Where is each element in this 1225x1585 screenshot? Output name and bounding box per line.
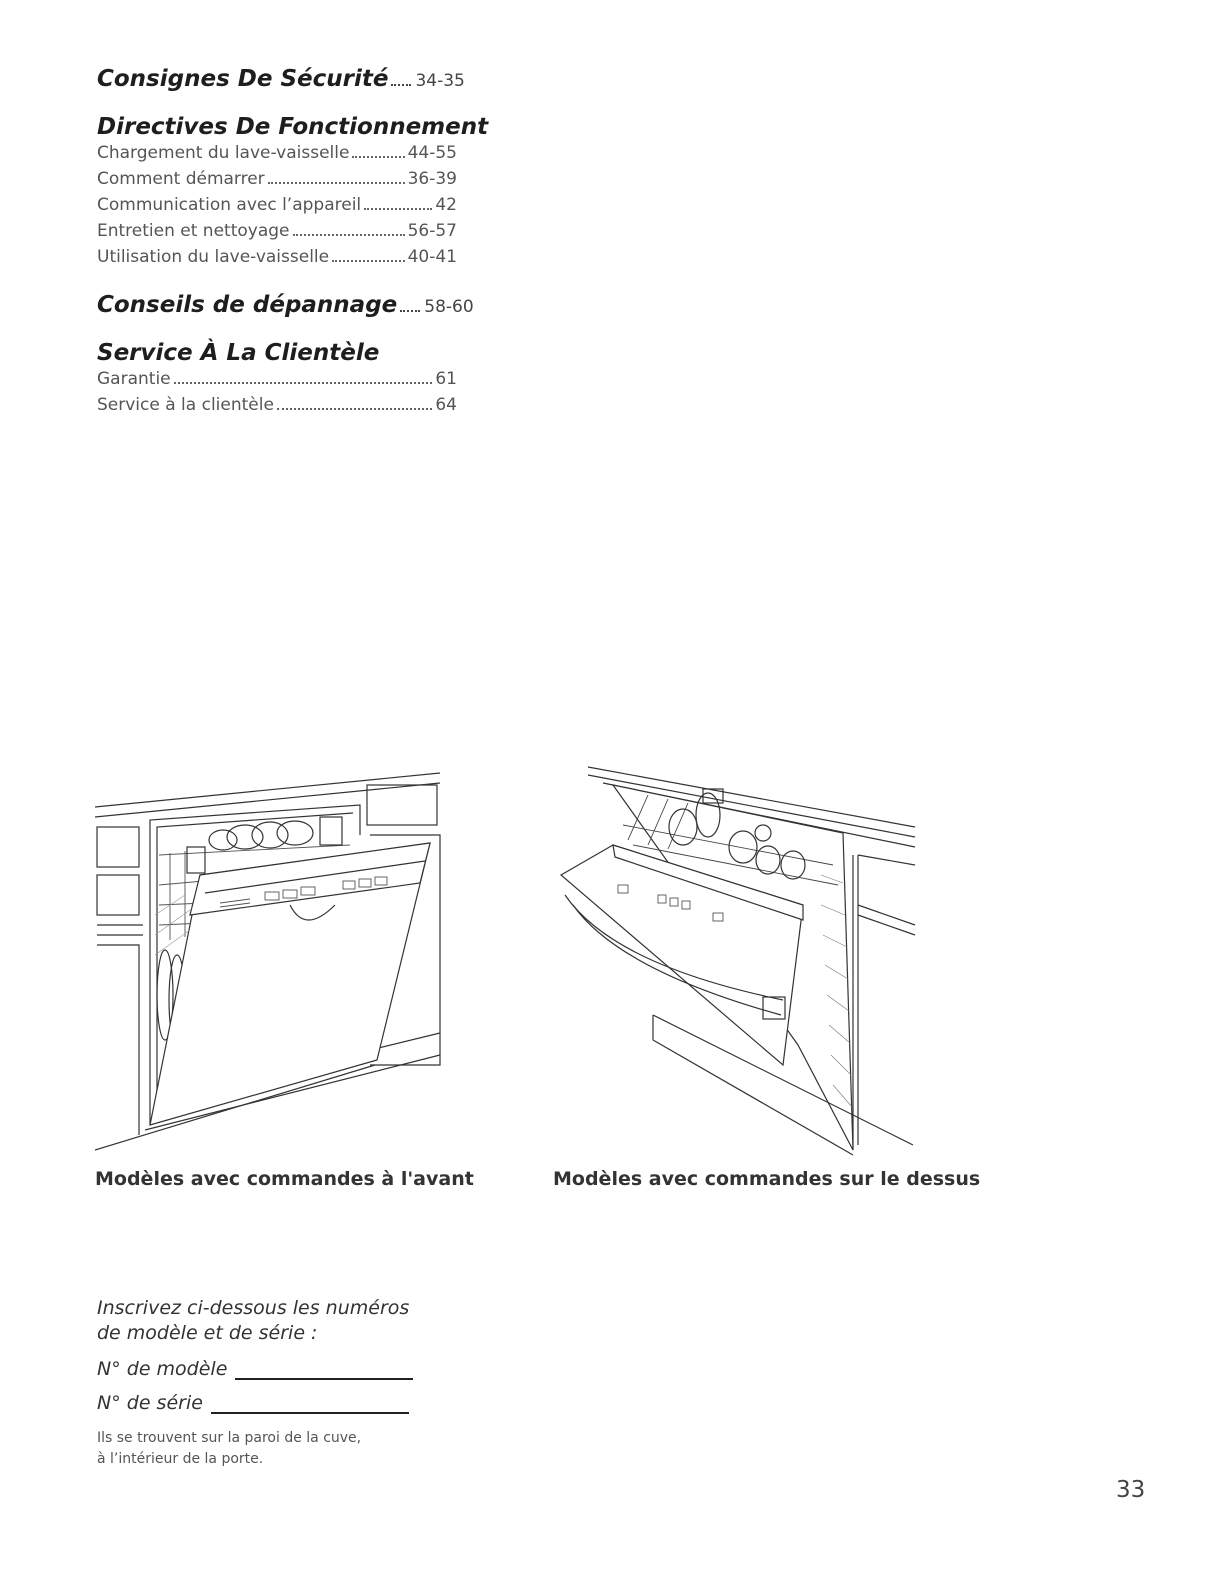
dot-leader	[400, 310, 420, 312]
toc-item-pages: 42	[435, 195, 457, 215]
model-number-line[interactable]	[235, 1356, 413, 1380]
top-controls-dishwasher-illustration	[553, 765, 918, 1165]
dot-leader	[293, 234, 405, 236]
toc-item-pages: 44-55	[407, 143, 457, 163]
toc-item-label: Entretien et nettoyage	[97, 221, 290, 241]
toc-item-pages: 64	[435, 395, 457, 415]
toc-safety-pages: 34-35	[415, 71, 465, 91]
toc-item-pages: 40-41	[407, 247, 457, 267]
location-note-line2: à l’intérieur de la porte.	[97, 1451, 264, 1467]
table-of-contents	[97, 66, 489, 418]
front-controls-dishwasher-illustration	[95, 765, 445, 1165]
toc-item[interactable]	[97, 392, 457, 418]
dot-leader	[332, 260, 404, 262]
model-number-label: N° de modèle	[97, 1358, 228, 1380]
serial-number-label: N° de série	[97, 1392, 203, 1414]
toc-troubleshooting-title: Conseils de dépannage	[97, 292, 398, 318]
dot-leader	[277, 408, 432, 410]
dot-leader	[352, 156, 404, 158]
serial-number-field	[97, 1390, 427, 1414]
dot-leader	[174, 382, 433, 384]
toc-item-label: Comment démarrer	[97, 169, 265, 189]
toc-troubleshooting-pages: 58-60	[424, 297, 474, 317]
toc-troubleshooting[interactable]	[97, 292, 474, 318]
dot-leader	[268, 182, 405, 184]
toc-item[interactable]	[97, 166, 457, 192]
model-serial-form	[97, 1296, 427, 1470]
toc-item[interactable]	[97, 218, 457, 244]
toc-item-pages: 61	[435, 369, 457, 389]
location-note-line1: Ils se trouvent sur la paroi de la cuve,	[97, 1430, 362, 1446]
location-note	[97, 1428, 427, 1470]
dot-leader	[364, 208, 432, 210]
toc-item-label: Service à la clientèle	[97, 395, 274, 415]
front-controls-caption: Modèles avec commandes à l'avant	[95, 1168, 474, 1190]
toc-item[interactable]	[97, 366, 457, 392]
model-number-field	[97, 1356, 427, 1380]
form-intro-line1: Inscrivez ci-dessous les numéros	[97, 1297, 410, 1319]
serial-number-line[interactable]	[211, 1390, 409, 1414]
toc-item-label: Communication avec l’appareil	[97, 195, 362, 215]
toc-item[interactable]	[97, 192, 457, 218]
toc-item[interactable]	[97, 244, 457, 270]
toc-item-label: Utilisation du lave-vaisselle	[97, 247, 330, 267]
toc-item-pages: 36-39	[407, 169, 457, 189]
form-intro-line2: de modèle et de série :	[97, 1322, 318, 1344]
page-number: 33	[1116, 1477, 1146, 1503]
toc-item-label: Chargement du lave-vaisselle	[97, 143, 350, 163]
top-controls-caption: Modèles avec commandes sur le dessus	[553, 1168, 981, 1190]
toc-customer-title: Service À La Clientèle	[97, 340, 380, 366]
toc-safety[interactable]	[97, 66, 465, 92]
toc-item[interactable]	[97, 140, 457, 166]
toc-item-pages: 56-57	[407, 221, 457, 241]
toc-safety-title: Consignes De Sécurité	[97, 66, 389, 92]
toc-item-label: Garantie	[97, 369, 171, 389]
dot-leader	[391, 84, 411, 86]
toc-operating-title: Directives De Fonctionnement	[97, 114, 489, 140]
